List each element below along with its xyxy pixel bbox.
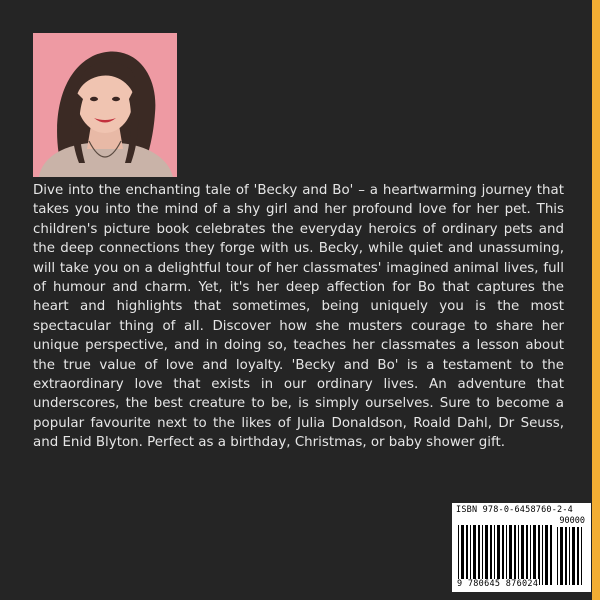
barcode-bar: [478, 525, 480, 585]
barcode-bar: [458, 525, 459, 585]
barcode-bar: [466, 525, 468, 585]
author-portrait-icon: [33, 33, 177, 177]
barcode-bar: [509, 525, 512, 585]
book-description: Dive into the enchanting tale of 'Becky and Bo' – a heartwarming journey that takes you into the mind of a shy girl and her profound love for her pet. This children's picture book celebrates the everyday heroics of ordinary pets and the deep connections they forge with us. Becky, while quiet and unassuming, will take you on a delightful tour of her classmates' imagined animal lives, full of humour and charm. Yet, it's her deep affection for Bo that captures the heart and highlights that sometimes, being uniquely you is the most spectacular thing of all. Discover how she musters courage to share her unique perspective, and in doing so, teaches her classmates a lesson about the true value of love and loyalty. 'Becky and Bo' is a testament to the extraordinary love that exists in our ordinary lives. An adventure that underscores, the best creature to be, is simply ourselves. Sure to become a popular favourite next to the likes of Julia Donaldson, Roald Dahl, Dr Seuss, and Enid Blyton. Perfect as a birthday, Christmas, or baby shower gift.: [33, 183, 564, 451]
barcode-bar: [545, 525, 548, 585]
barcode-bar: [470, 525, 471, 585]
barcode-bar: [577, 527, 579, 585]
barcode-bar: [526, 525, 528, 585]
ean-digits: 9 780645 876024: [457, 579, 539, 589]
barcode-bar: [533, 525, 536, 585]
barcode-bar: [560, 527, 563, 585]
barcode-bar: [506, 525, 507, 585]
barcode-bar: [518, 525, 519, 585]
barcode-bars: [458, 525, 554, 585]
barcode-bar: [461, 525, 464, 585]
barcode-addon-bars: [557, 527, 585, 585]
barcode-bar: [550, 525, 552, 585]
barcode-bar: [482, 525, 483, 585]
barcode-bar: [497, 525, 500, 585]
barcode-bar: [502, 525, 504, 585]
barcode-bar: [494, 525, 495, 585]
barcode-bar: [485, 525, 488, 585]
author-photo: [33, 33, 177, 177]
barcode-bar: [569, 527, 570, 585]
barcode-bar: [473, 525, 476, 585]
barcode-bar: [581, 527, 582, 585]
barcode-bar: [490, 525, 492, 585]
barcode-bar: [542, 525, 543, 585]
isbn-barcode: [452, 503, 591, 592]
barcode-bar: [538, 525, 540, 585]
accent-strip: [592, 0, 600, 600]
price-code: 90000: [559, 516, 585, 526]
barcode-bar: [530, 525, 531, 585]
barcode-bar: [565, 527, 567, 585]
barcode-bar: [521, 525, 524, 585]
barcode-bar: [557, 527, 558, 585]
isbn-label: ISBN 978-0-6458760-2-4: [456, 505, 573, 515]
barcode-bar: [514, 525, 516, 585]
barcode-bar: [572, 527, 575, 585]
